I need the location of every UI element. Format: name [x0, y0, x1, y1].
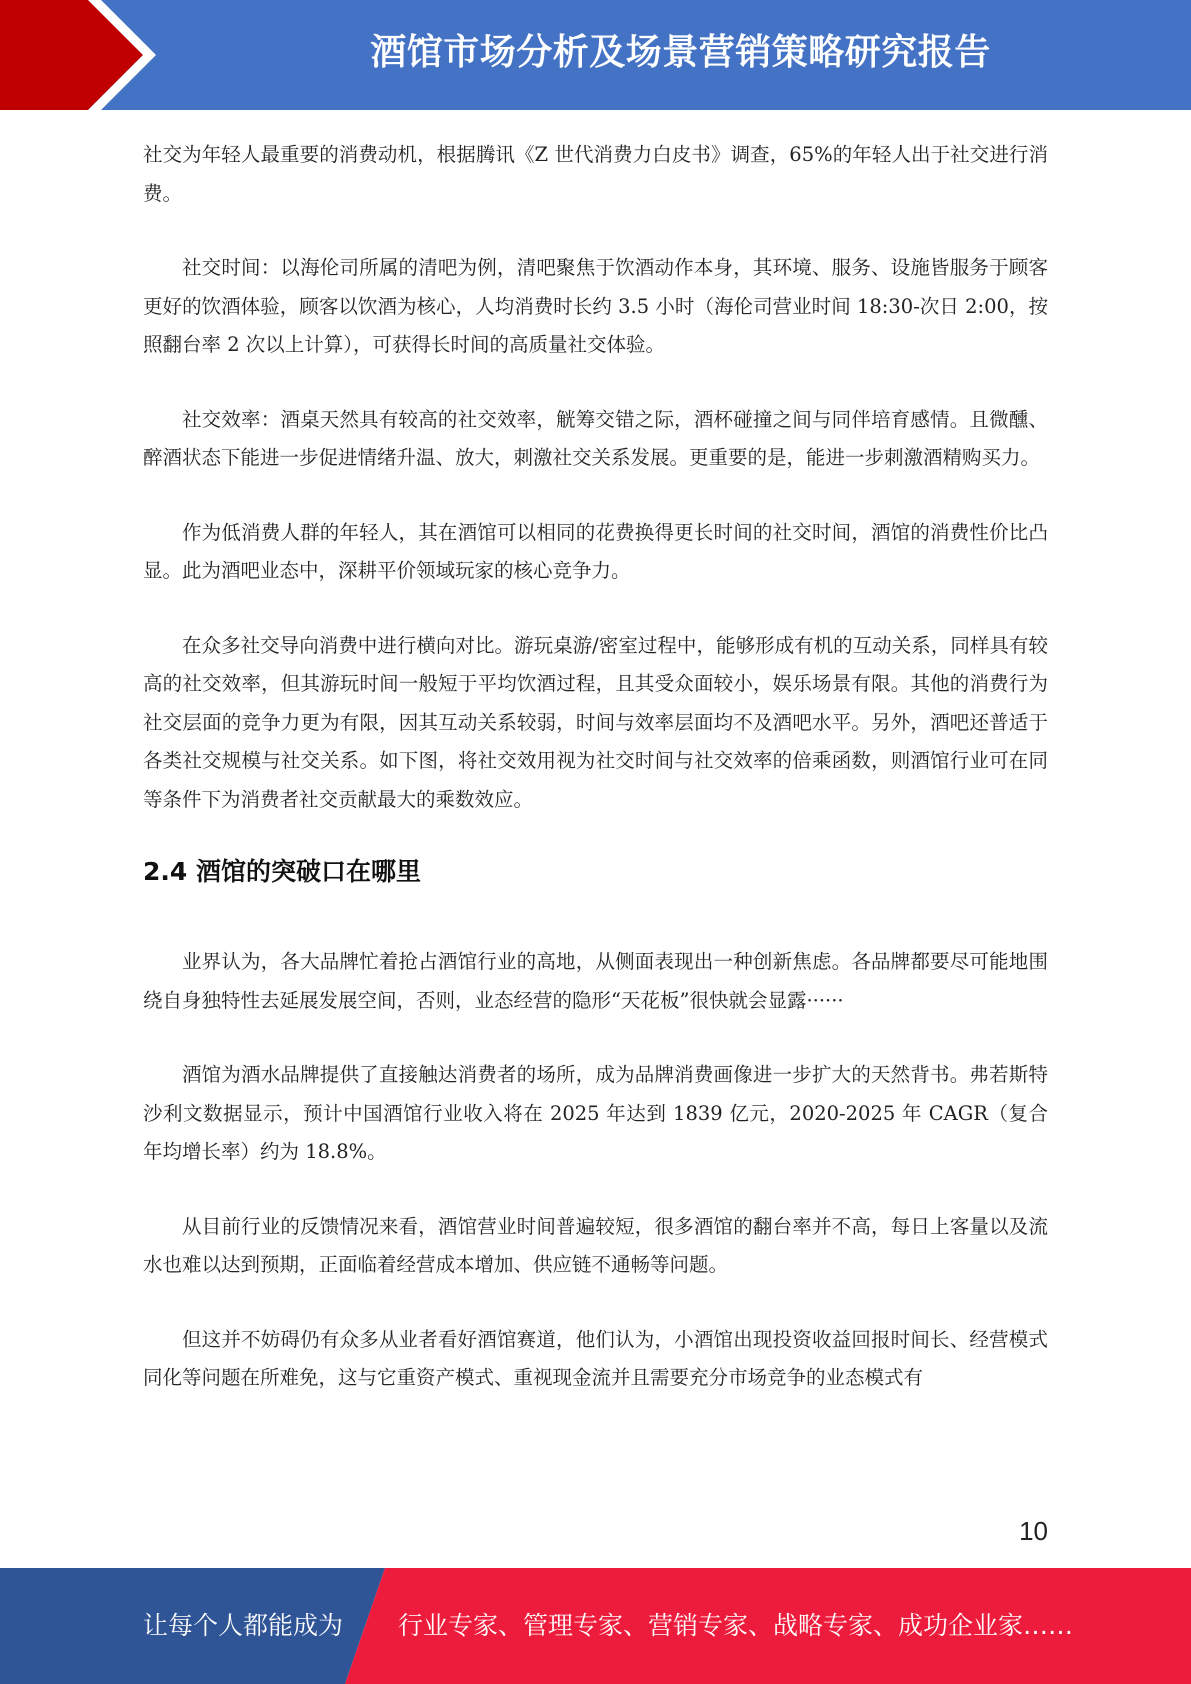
footer-slogan-right: 行业专家、管理专家、营销专家、战略专家、成功企业家…… [398, 1611, 1074, 1640]
footer-slogan-left: 让每个人都能成为 [143, 1611, 344, 1640]
body-paragraph: 酒馆为酒水品牌提供了直接触达消费者的场所，成为品牌消费画像进一步扩大的天然背书。弗若斯特沙利文数据显示，预计中国酒馆行业收入将在 2025 年达到 1839 亿元，2020-2025 年 CAGR（复合年均增长率）约为 18.8%。 [143, 1063, 1048, 1163]
header-banner [0, 0, 1191, 110]
document-body [143, 136, 1048, 1434]
body-paragraph: 从目前行业的反馈情况来看，酒馆营业时间普遍较短，很多酒馆的翻台率并不高，每日上客量以及流水也难以达到预期，正面临着经营成本增加、供应链不通畅等问题。 [143, 1214, 1048, 1276]
body-paragraph: 社交为年轻人最重要的消费动机，根据腾讯《Z 世代消费力白皮书》调查，65%的年轻人出于社交进行消费。 [143, 143, 1048, 205]
page-number: 10 [1019, 1516, 1048, 1546]
document-title: 酒馆市场分析及场景营销策略研究报告 [370, 32, 991, 73]
chevron-arrow-icon [0, 0, 160, 110]
body-paragraph: 社交效率：酒桌天然具有较高的社交效率，觥筹交错之际，酒杯碰撞之间与同伴培育感情。且微醺、醉酒状态下能进一步促进情绪升温、放大，刺激社交关系发展。更重要的是，能进一步刺激酒精购买力。 [143, 407, 1048, 469]
body-paragraph: 在众多社交导向消费中进行横向对比。游玩桌游/密室过程中，能够形成有机的互动关系，同样具有较高的社交效率，但其游玩时间一般短于平均饮酒过程，且其受众面较小，娱乐场景有限。其他的消费行为社交层面的竞争力更为有限，因其互动关系较弱，时间与效率层面均不及酒吧水平。另外，酒吧还普适于各类社交规模与社交关系。如下图，将社交效用视为社交时间与社交效率的倍乘函数，则酒馆行业可在同等条件下为消费者社交贡献最大的乘数效应。 [143, 633, 1048, 811]
body-paragraph: 但这并不妨碍仍有众多从业者看好酒馆赛道，他们认为，小酒馆出现投资收益回报时间长、经营模式同化等问题在所难免，这与它重资产模式、重视现金流并且需要充分市场竞争的业态模式有 [143, 1327, 1048, 1389]
section-heading: 2.4 酒馆的突破口在哪里 [143, 857, 421, 886]
body-paragraph: 业界认为，各大品牌忙着抢占酒馆行业的高地，从侧面表现出一种创新焦虑。各品牌都要尽可能地围绕自身独特性去延展发展空间，否则，业态经营的隐形“天花板”很快就会显露······ [143, 950, 1048, 1012]
footer-banner [0, 1568, 1191, 1684]
body-paragraph: 作为低消费人群的年轻人，其在酒馆可以相同的花费换得更长时间的社交时间，酒馆的消费性价比凸显。此为酒吧业态中，深耕平价领域玩家的核心竞争力。 [143, 520, 1048, 582]
body-paragraph: 社交时间：以海伦司所属的清吧为例，清吧聚焦于饮酒动作本身，其环境、服务、设施皆服务于顾客更好的饮酒体验，顾客以饮酒为核心，人均消费时长约 3.5 小时（海伦司营业时间 18:30-次日 2:00，按照翻台率 2 次以上计算），可获得长时间的高质量社交体验。 [143, 256, 1048, 356]
